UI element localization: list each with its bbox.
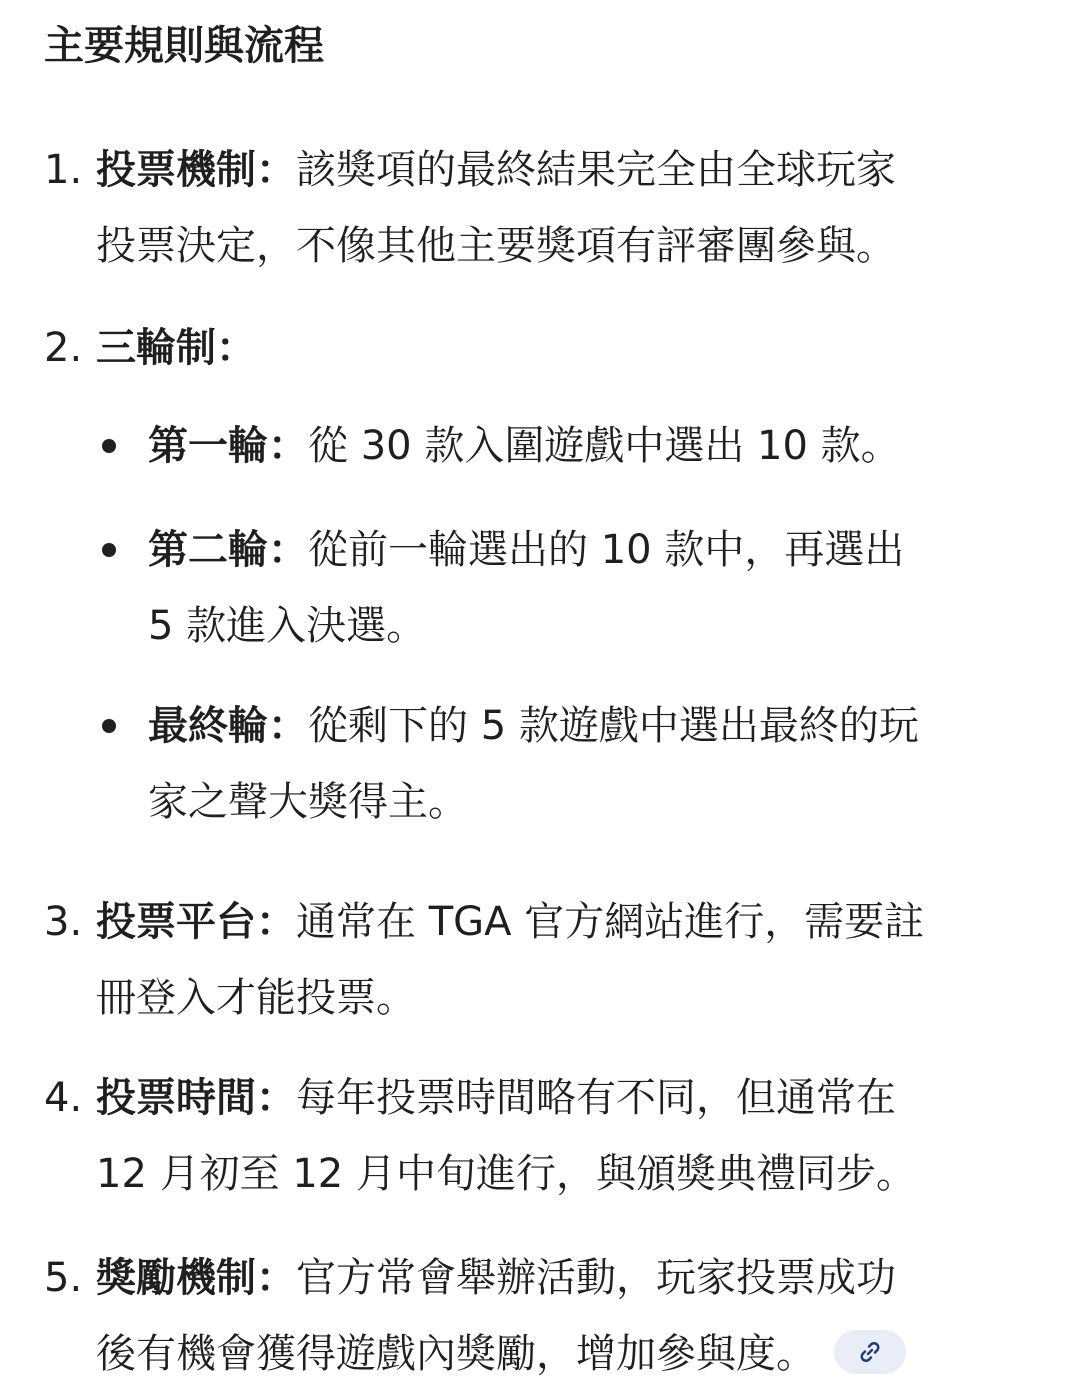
list-number: 1. bbox=[44, 147, 83, 193]
round-title: 最終輪 bbox=[148, 703, 268, 749]
item-title: 獎勵機制 bbox=[96, 1255, 256, 1301]
item-line: 投票決定，不像其他主要獎項有評審團參與。 bbox=[96, 223, 896, 269]
list-item-text bbox=[96, 132, 1046, 284]
round-colon: ： bbox=[268, 527, 308, 573]
item-title: 投票時間 bbox=[96, 1075, 256, 1121]
round-line: 從前一輪選出的 10 款中，再選出 bbox=[308, 527, 905, 573]
item-colon: ： bbox=[256, 147, 296, 193]
bullet-dot bbox=[102, 719, 116, 733]
round-line: 家之聲大獎得主。 bbox=[148, 779, 468, 825]
round-line: 5 款進入決選。 bbox=[148, 603, 427, 649]
list-number: 3. bbox=[44, 899, 83, 945]
list-number: 5. bbox=[44, 1255, 83, 1301]
round-title: 第二輪 bbox=[148, 527, 268, 573]
item-line: 12 月初至 12 月中旬進行，與頒獎典禮同步。 bbox=[96, 1151, 916, 1197]
round-line: 從剩下的 5 款遊戲中選出最終的玩 bbox=[308, 703, 919, 749]
list-item-text bbox=[96, 310, 1046, 386]
item-line: 冊登入才能投票。 bbox=[96, 975, 416, 1021]
round-colon: ： bbox=[268, 703, 308, 749]
section-heading: 主要規則與流程 bbox=[44, 23, 324, 69]
list-item-text bbox=[96, 1060, 1046, 1212]
item-line: 官方常會舉辦活動，玩家投票成功 bbox=[296, 1255, 896, 1301]
list-item-text bbox=[96, 884, 1046, 1036]
item-colon: ： bbox=[256, 899, 296, 945]
item-line: 每年投票時間略有不同，但通常在 bbox=[296, 1075, 896, 1121]
round-colon: ： bbox=[268, 423, 308, 469]
bullet-text bbox=[148, 688, 1038, 840]
link-icon bbox=[858, 1340, 882, 1364]
item-line: 該獎項的最終結果完全由全球玩家 bbox=[296, 147, 896, 193]
bullet-dot bbox=[102, 439, 116, 453]
item-title: 投票平台 bbox=[96, 899, 256, 945]
item-colon: ： bbox=[256, 1255, 296, 1301]
bullet-text bbox=[148, 512, 1038, 664]
list-number: 4. bbox=[44, 1075, 83, 1121]
bullet-text bbox=[148, 408, 1038, 484]
round-title: 第一輪 bbox=[148, 423, 268, 469]
item-line: 後有機會獲得遊戲內獎勵，增加參與度。 bbox=[96, 1331, 816, 1377]
item-colon: ： bbox=[216, 325, 256, 371]
item-title: 投票機制 bbox=[96, 147, 256, 193]
round-line: 從 30 款入圍遊戲中選出 10 款。 bbox=[308, 423, 901, 469]
bullet-dot bbox=[102, 543, 116, 557]
source-link-chip[interactable] bbox=[834, 1330, 906, 1374]
list-item-text bbox=[96, 1240, 1046, 1392]
item-title: 三輪制 bbox=[96, 325, 216, 371]
list-number: 2. bbox=[44, 325, 83, 371]
item-line: 通常在 TGA 官方網站進行，需要註 bbox=[296, 899, 925, 945]
item-colon: ： bbox=[256, 1075, 296, 1121]
